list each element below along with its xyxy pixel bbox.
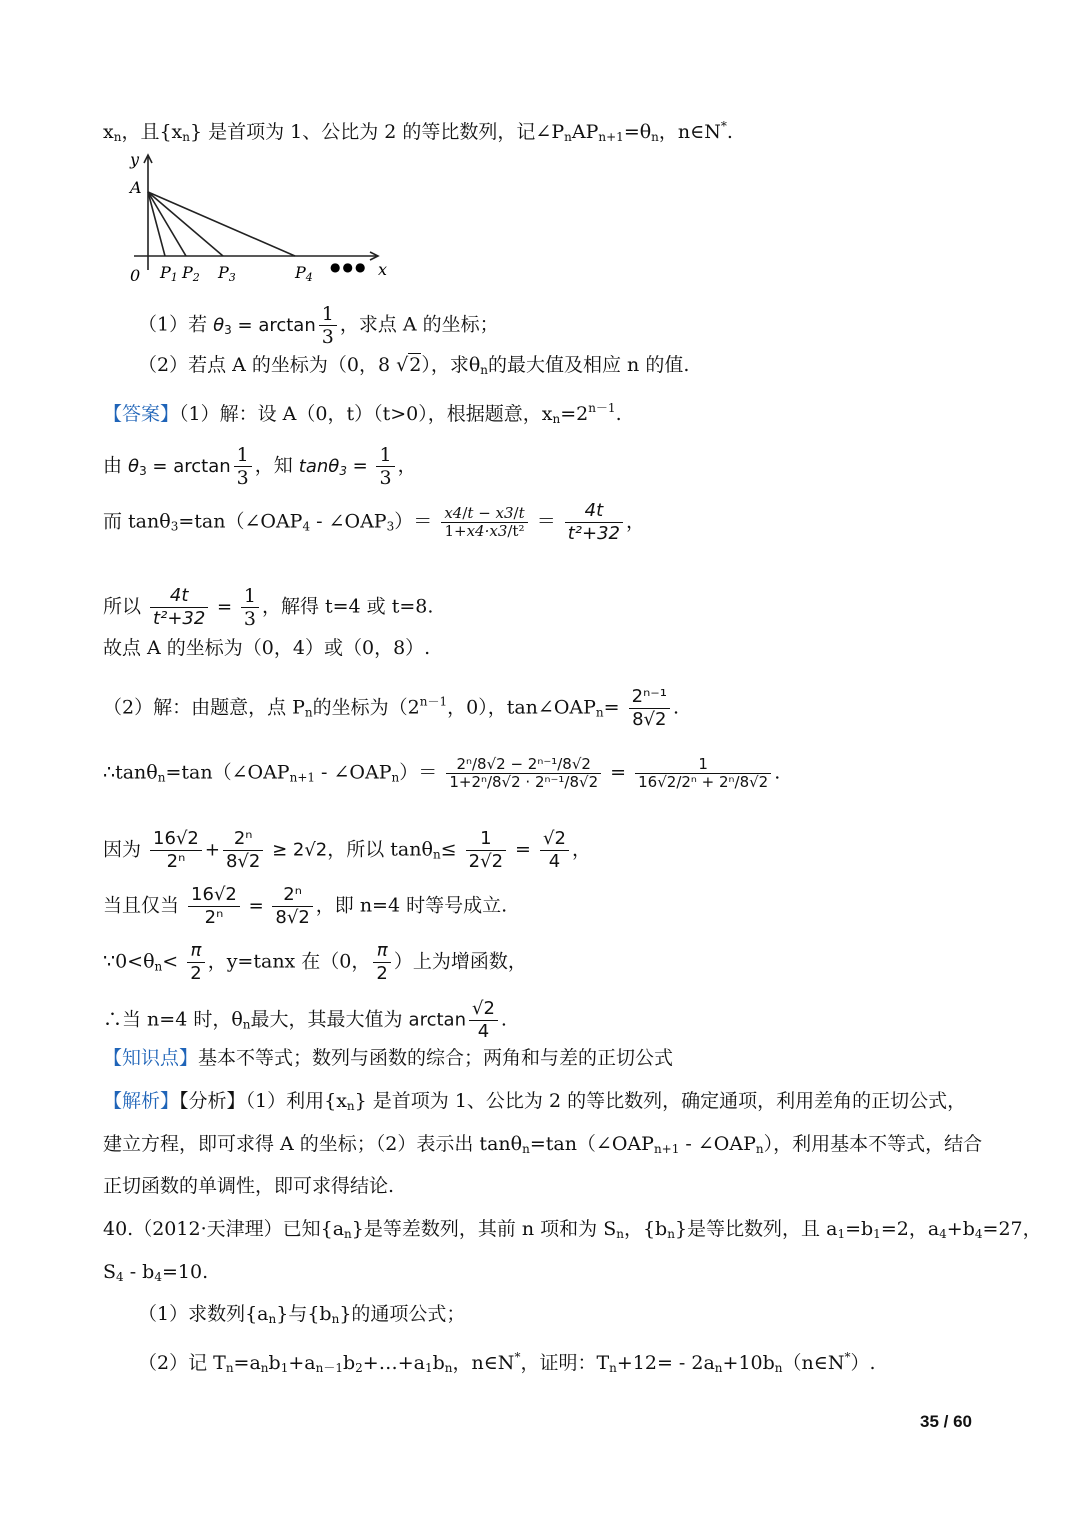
segment-a-p3 [148,192,223,256]
p1-label: P1 [160,263,178,284]
answer-line-3: 而 $\tan\theta_3=\tan(\angle OAP_4$ - $\angle OAP_3)=$ $\frac{x4/t - x3/t}{\text{1+x4·x3/t²}}$ ＝ $\frac{4t}{\text{t²+32}}$ ， [103,500,646,544]
x-label: x [378,260,388,279]
origin-label: 0 [130,266,141,285]
answer-line-5: 故点 A 的坐标为（0，4）或（0，8）. [103,637,431,659]
analysis-line-2: 建立方程，即可求得 A 的坐标；（2）表示出 $\tan\theta_n=\tan(\angle OAP_{n+1}$ - $\angle OAP_n$），利用基本不等式，结合 [103,1133,983,1156]
answer-line-1: 【答案】（1）解：设 A（0，t）（t>0），根据题意，$x_n=2^{n-1}$. [103,401,622,426]
answer-line-8: 因为 $\frac{16√2}{\text{2ⁿ}}$ + $\frac{\text{2ⁿ}}{8√2}$ ≥ 2√2，所以 tanθ$_n$≤ $\frac{1}{2√2}$ = $\frac{√2}{4}$ ， [103,828,591,872]
p2-label: P2 [182,263,200,284]
knowledge-points: 【知识点】基本不等式；数列与函数的综合；两角和与差的正切公式 [103,1047,674,1069]
answer-line-4: 所以 $\frac{4t}{\text{t²+32}}$ = $\frac{1}{3}$ ，解得 t=4 或 t=8. [103,585,434,630]
answer-line-2: 由 $\theta_3 = \arctan$ $\frac{1}{3}$ ，知 tanθ$_3$ = $\frac{1}{3}$ ， [103,444,417,489]
segment-a-p1 [148,192,165,256]
coordinate-figure [120,145,410,285]
intro-line: $x_n$，且$\{x_n\}$ 是首项为 1、公比为 2 的等比数列，记$\angle P_nAP_{n+1}=\theta_n$，n∈N*. [103,119,733,144]
page-number: 35 / 60 [920,1412,972,1431]
analysis-line-3: 正切函数的单调性，即可求得结论. [103,1175,395,1197]
problem-40-question-2: （2）记 $T_n=a_nb_1+a_{n-1}b_2+\dots+a_1b_n$，n∈N*，证明：$T_n+12=$ - $2a_n+10b_n(n\in N^*)$. [138,1350,876,1375]
answer-line-6: （2）解：由题意，点 $P_n$的坐标为（$2^{n-1}$，0），$\tan\angle OAP_n=$ $\frac{\text{2ⁿ⁻¹}}{8√2}$ . [103,686,680,730]
p4-label: P4 [295,263,313,284]
continuation-dots: ●●● [330,260,368,274]
analysis-line-1: 【解析】【分析】（1）利用$\{x_n\}$ 是首项为 1、公比为 2 的等比数列，确定通项，利用差角的正切公式， [103,1090,967,1113]
p3-label: P3 [218,263,236,284]
problem-40-question-1: （1）求数列$\{a_n\}$与$\{b_n\}$的通项公式； [138,1303,466,1326]
answer-line-10: $\because 0<\theta_n<$ $\frac{\pi}{2}$ ，y=tanx 在（0， $\frac{\pi}{2}$ ）上为增函数， [103,940,527,984]
problem-40-line-2: $S_4 - b_4=10$. [103,1261,209,1284]
problem-40-line-1: 40.（2012·天津理）已知$\{a_n\}$是等差数列，其前 n 项和为 $S_n$，$\{b_n\}$是等比数列，且 $a_1=b_1=2$，$a_4+b_4=27$， [103,1218,1042,1241]
answer-line-9: 当且仅当 $\frac{16√2}{\text{2ⁿ}}$ = $\frac{\text{2ⁿ}}{8√2}$ ，即 n=4 时等号成立. [103,884,508,928]
answer-line-7: $\therefore\tan\theta_n=\tan(\angle OAP_{n+1}$ - $\angle OAP_n)=$ $\frac{\text{2ⁿ/8√2 − 2ⁿ⁻¹/8√2}}{\text{1+2ⁿ/8√2 · 2ⁿ⁻¹/8√2}}$ = $\frac{1}{\text{16√2/2ⁿ + 2ⁿ/8√2}}$ . [103,755,781,791]
question-1: （1）若 $\theta_3 = \arctan$ $\frac{1}{3}$ ，求点 A 的坐标； [138,303,499,348]
segment-a-p4 [148,192,295,256]
point-a-label: A [130,178,142,197]
answer-line-11: ∴当 n=4 时，$\theta_n$最大，其最大值为 arctan $\frac{√2}{4}$ . [103,998,507,1042]
y-label: y [130,150,140,169]
segment-a-p2 [148,192,186,256]
question-2: （2）若点 A 的坐标为（0，8 √2），求$\theta_n$的最大值及相应 n 的值. [138,354,690,377]
